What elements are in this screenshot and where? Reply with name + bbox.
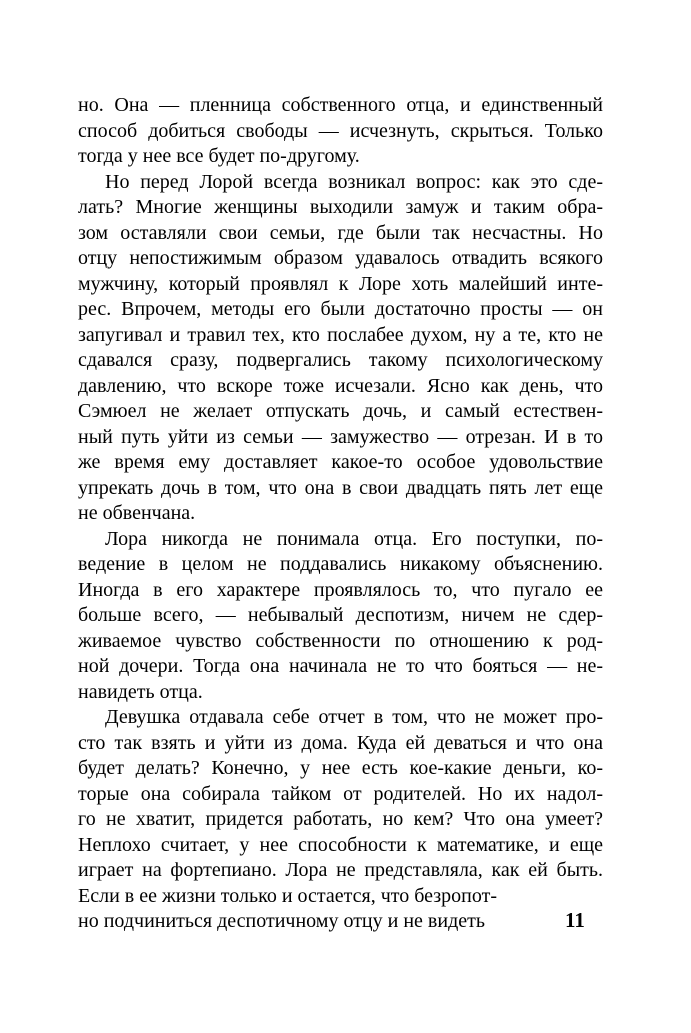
text-line-content: мужчину, который проявлял к Лоре хоть малейший инте- (78, 272, 603, 295)
text-line-content: навидеть отца. (78, 680, 203, 703)
text-line-content: живаемое чувство собственности по отношению к род- (78, 629, 603, 652)
text-line-content: не обвенчана. (78, 502, 196, 524)
text-line (78, 756, 603, 782)
text-line-content: рес. Впрочем, методы его были достаточно просты — он (78, 298, 603, 320)
text-line (78, 323, 603, 349)
text-line-content: будет делать? Конечно, у нее есть кое-какие деньги, ко- (78, 757, 603, 779)
text-line (78, 552, 603, 578)
text-line-content: же время ему доставляет какое-то особое удовольствие (78, 451, 603, 473)
text-line (78, 246, 603, 272)
text-line (78, 833, 603, 859)
text-line (78, 501, 603, 527)
text-line-content: тогда у нее все будет по-другому. (78, 145, 360, 167)
text-line (78, 170, 603, 196)
text-line (78, 195, 603, 221)
text-line (78, 272, 603, 298)
text-line-content: Иногда в его характере проявлялось то, что пугало ее (78, 578, 603, 601)
text-line (78, 476, 603, 502)
text-line-content: Лора никогда не понимала отца. Его поступки, по- (105, 527, 603, 550)
text-line (78, 807, 603, 833)
text-line-content: го не хватит, придется работать, но кем? Что она умеет? (78, 808, 603, 830)
text-line (78, 297, 603, 323)
text-line-content: Но перед Лорой всегда возникал вопрос: как это сде- (105, 170, 603, 193)
text-line (78, 119, 603, 145)
text-line (78, 680, 603, 706)
text-line (78, 399, 603, 425)
text-line-content: но. Она — пленница собственного отца, и единственный (78, 94, 603, 116)
text-line-content: способ добиться свободы — исчезнуть, скрыться. Только (78, 119, 603, 142)
text-line-content: ведение в целом не поддавались никакому объяснению. (78, 553, 603, 575)
text-line-content: но подчиниться деспотичному отцу и не видеть (78, 910, 485, 932)
text-line (78, 578, 603, 604)
text-line-content: больше всего, — небывалый деспотизм, ничем не сдер- (78, 604, 603, 626)
paragraph (78, 705, 603, 935)
page-number: 11 (565, 908, 585, 932)
text-line-content: отцу непостижимым образом удавалось отвадить всякого (78, 247, 603, 269)
text-line (78, 654, 603, 680)
text-line-content: лать? Многие женщины выходили замуж и таким обра- (78, 196, 603, 218)
text-line-content: Если в ее жизни только и остается, что безропот- (78, 884, 498, 907)
text-line (78, 144, 603, 170)
text-line-content: давлению, что вскоре тоже исчезали. Ясно как день, что (78, 374, 603, 397)
text-line (78, 705, 603, 731)
text-line (78, 93, 603, 119)
text-line (78, 858, 603, 884)
paragraph (78, 93, 603, 170)
text-line-content: Девушка отдавала себе отчет в том, что не может про- (105, 706, 603, 728)
text-line-content: Неплохо считает, у нее способности к математике, и еще (78, 833, 603, 856)
text-line (78, 221, 603, 247)
text-line (78, 425, 603, 451)
text-line-content: играет на фортепиано. Лора не представляла, как ей быть. (78, 859, 603, 881)
text-line-content: Сэмюел не желает отпускать дочь, и самый естествен- (78, 400, 603, 422)
text-line-content: упрекать дочь в том, что она в свои двадцать пять лет еще (78, 476, 603, 499)
text-line (78, 731, 603, 757)
text-line (78, 629, 603, 655)
paragraph (78, 527, 603, 706)
text-line-content: ной дочери. Тогда она начинала не то что бояться — не- (78, 655, 603, 677)
text-line (78, 782, 603, 808)
text-line (78, 374, 603, 400)
text-line-content: сто так взять и уйти из дома. Куда ей деваться и что она (78, 731, 603, 754)
text-line-content: торые она собирала тайком от родителей. Но их надол- (78, 782, 603, 805)
text-line (78, 603, 603, 629)
paragraph (78, 170, 603, 527)
text-line (78, 884, 603, 910)
text-line (78, 348, 603, 374)
text-line (78, 527, 603, 553)
text-line-content: сдавался сразу, подвергались такому психологическому (78, 349, 603, 371)
text-block (78, 93, 603, 935)
text-line (78, 450, 603, 476)
text-line-content: ный путь уйти из семьи — замужество — отрезан. И в то (78, 425, 603, 448)
text-line-content: запугивал и травил тех, кто послабее духом, ну а те, кто не (78, 323, 603, 346)
text-line (78, 909, 603, 935)
text-line-content: зом оставляли свои семьи, где были так несчастны. Но (78, 221, 603, 244)
